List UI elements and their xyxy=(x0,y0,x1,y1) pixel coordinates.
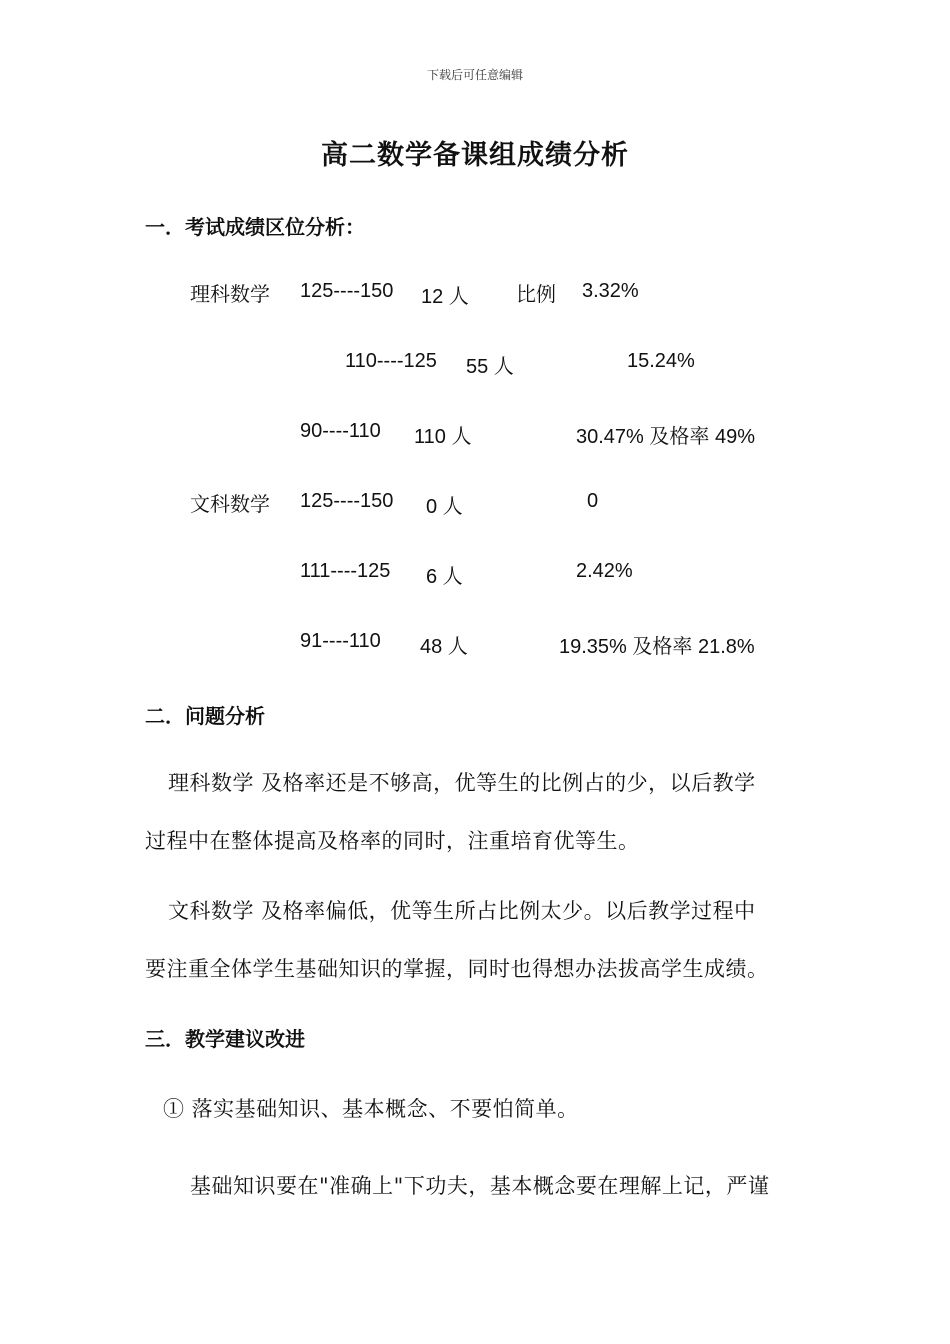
arts-row1-range: 125----150 xyxy=(300,490,394,512)
science-row1-percent: 3.32% xyxy=(582,280,639,302)
document-title: 高二数学备课组成绩分析 xyxy=(321,140,629,171)
science-row1-count: 12 人 xyxy=(421,286,469,308)
arts-row1-percent: 0 xyxy=(587,490,599,512)
arts-row2-range: 111----125 xyxy=(300,560,391,582)
arts-row3-range: 91----110 xyxy=(300,630,381,652)
header-note: 下载后可任意编辑 xyxy=(426,68,523,82)
science-row1-range: 125----150 xyxy=(300,280,394,302)
section2-para2-line2: 要注重全体学生基础知识的掌握，同时也得想办法拔高学生成绩。 xyxy=(145,957,769,981)
section3-heading: 三．教学建议改进 xyxy=(145,1027,305,1051)
science-row2-range: 110----125 xyxy=(345,350,437,372)
arts-row2-count: 6 人 xyxy=(426,566,463,588)
science-row3-percent: 30.47% 及格率 49% xyxy=(576,426,755,448)
section2-para2-line1: 文科数学 及格率偏低，优等生所占比例太少。以后教学过程中 xyxy=(168,899,756,923)
section2-para1-line2: 过程中在整体提高及格率的同时，注重培育优等生。 xyxy=(145,829,640,853)
science-row2-count: 55 人 xyxy=(466,356,514,378)
arts-row1-count: 0 人 xyxy=(426,496,463,518)
science-row2-percent: 15.24% xyxy=(627,350,695,372)
arts-label: 文科数学 xyxy=(190,492,270,516)
section3-para1-line1: 基础知识要在"准确上"下功夫，基本概念要在理解上记，严谨 xyxy=(190,1174,770,1198)
science-row3-range: 90----110 xyxy=(300,420,381,442)
science-ratio-label: 比例 xyxy=(516,282,556,306)
section1-heading: 一．考试成绩区位分析： xyxy=(145,215,365,239)
arts-row3-count: 48 人 xyxy=(420,636,468,658)
arts-row3-percent: 19.35% 及格率 21.8% xyxy=(559,636,755,658)
section3-item1: ① 落实基础知识、基本概念、不要怕简单。 xyxy=(163,1097,579,1121)
science-label: 理科数学 xyxy=(190,282,270,306)
section2-heading: 二．问题分析 xyxy=(145,704,265,728)
arts-row2-percent: 2.42% xyxy=(576,560,633,582)
science-row3-count: 110 人 xyxy=(414,426,472,448)
section2-para1-line1: 理科数学 及格率还是不够高，优等生的比例占的少，以后教学 xyxy=(168,771,756,795)
